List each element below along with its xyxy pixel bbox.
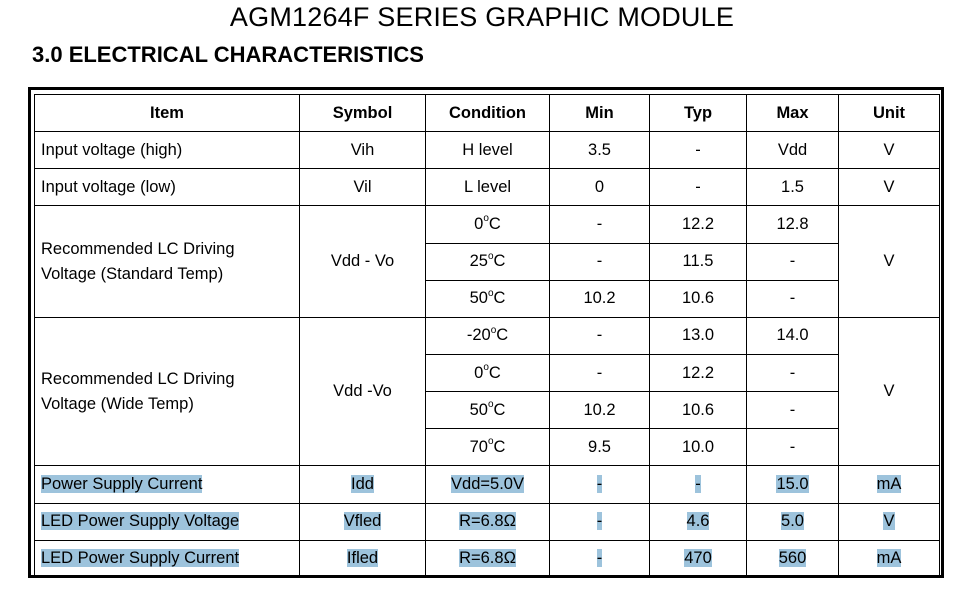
highlighted-text: Idd	[351, 474, 374, 493]
cell-typ: -	[650, 169, 747, 206]
table-row	[35, 132, 940, 169]
section-heading: 3.0 ELECTRICAL CHARACTERISTICS	[32, 42, 424, 67]
temp-value: 0	[474, 363, 484, 382]
cell-max: Vdd	[747, 132, 839, 169]
temp-value: 50	[469, 289, 488, 308]
cell-max: 14.0	[747, 317, 839, 354]
temp-unit: C	[493, 289, 506, 308]
degree-mark: o	[487, 436, 494, 448]
degree-mark: o	[490, 324, 497, 336]
cell-max	[747, 466, 839, 503]
electrical-characteristics-table	[34, 94, 940, 578]
cell-min	[550, 503, 650, 540]
highlighted-text: Ifled	[346, 549, 379, 568]
highlighted-text: LED Power Supply Voltage	[41, 512, 240, 531]
cell-max: 1.5	[747, 169, 839, 206]
table-header-row	[35, 95, 940, 132]
temp-value: -20	[466, 326, 491, 345]
cell-symbol: Vil	[300, 169, 426, 206]
cell-unit	[839, 466, 940, 503]
cell-symbol	[300, 503, 426, 540]
highlighted-text: R=6.8Ω	[459, 512, 516, 531]
cell-typ: 13.0	[650, 317, 747, 354]
temp-value: 50	[469, 400, 488, 419]
highlighted-text: Power Supply Current	[41, 474, 203, 493]
cell-symbol	[300, 540, 426, 577]
cell-typ: 10.6	[650, 280, 747, 317]
degree-mark: o	[487, 399, 494, 411]
highlighted-text: mA	[876, 549, 902, 568]
temp-value: 25	[469, 252, 488, 271]
cell-condition	[426, 503, 550, 540]
cell-item	[35, 540, 300, 577]
cell-item: Input voltage (low)	[35, 169, 300, 206]
highlighted-text: -	[596, 549, 603, 568]
highlighted-text: mA	[876, 474, 902, 493]
highlighted-text: Vfled	[343, 512, 382, 531]
cell-unit	[839, 503, 940, 540]
cell-item	[35, 317, 300, 466]
degree-mark: o	[487, 287, 494, 299]
highlighted-text: 4.6	[686, 512, 710, 531]
highlighted-text: LED Power Supply Current	[41, 549, 240, 568]
degree-mark: o	[483, 213, 489, 225]
cell-typ: 12.2	[650, 354, 747, 391]
cell-unit: V	[839, 169, 940, 206]
cell-typ: 12.2	[650, 206, 747, 243]
cell-condition	[426, 354, 550, 391]
cell-condition	[426, 280, 550, 317]
cell-unit: V	[839, 132, 940, 169]
cell-min: 10.2	[550, 392, 650, 429]
cell-typ	[650, 503, 747, 540]
cell-max: -	[747, 429, 839, 466]
item-line-1: Recommended LC Driving	[41, 239, 235, 258]
highlighted-text: Vdd=5.0V	[451, 474, 524, 493]
highlighted-text: V	[883, 512, 895, 531]
cell-max	[747, 503, 839, 540]
cell-symbol: Vdd -Vo	[300, 317, 426, 466]
cell-max: -	[747, 392, 839, 429]
header-item: Item	[35, 95, 300, 132]
cell-condition	[426, 243, 550, 280]
cell-min: 9.5	[550, 429, 650, 466]
cell-max: -	[747, 354, 839, 391]
cell-symbol: Vdd - Vo	[300, 206, 426, 317]
temp-unit: C	[493, 437, 506, 456]
cell-max: -	[747, 280, 839, 317]
cell-typ: 11.5	[650, 243, 747, 280]
temp-unit: C	[488, 363, 501, 382]
cell-typ: -	[650, 132, 747, 169]
item-line-2: Voltage (Standard Temp)	[41, 264, 224, 283]
cell-max	[747, 540, 839, 577]
cell-condition	[426, 429, 550, 466]
cell-typ: 10.0	[650, 429, 747, 466]
cell-min: 10.2	[550, 280, 650, 317]
cell-item	[35, 206, 300, 317]
cell-min: -	[550, 206, 650, 243]
header-typ: Typ	[650, 95, 747, 132]
item-line-1: Recommended LC Driving	[41, 369, 235, 388]
cell-typ	[650, 540, 747, 577]
cell-unit	[839, 540, 940, 577]
cell-typ	[650, 466, 747, 503]
highlighted-text: 15.0	[776, 474, 809, 493]
highlighted-text: 560	[778, 549, 807, 568]
temp-value: 0	[474, 214, 484, 233]
header-max: Max	[747, 95, 839, 132]
temp-unit: C	[488, 214, 501, 233]
cell-condition	[426, 540, 550, 577]
cell-condition: H level	[426, 132, 550, 169]
cell-item: Input voltage (high)	[35, 132, 300, 169]
degree-mark: o	[487, 250, 494, 262]
table-row	[35, 169, 940, 206]
cell-condition	[426, 466, 550, 503]
cell-min	[550, 540, 650, 577]
header-min: Min	[550, 95, 650, 132]
cell-min	[550, 466, 650, 503]
table-row	[35, 317, 940, 354]
cell-max: -	[747, 243, 839, 280]
cell-max: 12.8	[747, 206, 839, 243]
cell-condition	[426, 206, 550, 243]
document-title: AGM1264F SERIES GRAPHIC MODULE	[229, 2, 735, 32]
highlighted-text: R=6.8Ω	[459, 549, 516, 568]
highlighted-text: 470	[684, 549, 712, 568]
cell-min: 3.5	[550, 132, 650, 169]
table-row-highlighted	[35, 540, 940, 577]
highlighted-text: -	[695, 474, 701, 493]
cell-symbol: Vih	[300, 132, 426, 169]
header-symbol: Symbol	[300, 95, 426, 132]
cell-unit: V	[839, 206, 940, 317]
temp-unit: C	[493, 252, 506, 271]
cell-item	[35, 503, 300, 540]
cell-condition	[426, 392, 550, 429]
cell-condition: L level	[426, 169, 550, 206]
temp-unit: C	[496, 326, 509, 345]
highlighted-text: 5.0	[781, 512, 804, 531]
cell-min: -	[550, 317, 650, 354]
table-row-highlighted	[35, 466, 940, 503]
highlighted-text: -	[596, 474, 603, 493]
header-condition: Condition	[426, 95, 550, 132]
table-row-highlighted	[35, 503, 940, 540]
highlighted-text: -	[596, 512, 603, 531]
cell-symbol	[300, 466, 426, 503]
cell-min: -	[550, 243, 650, 280]
cell-min: 0	[550, 169, 650, 206]
cell-unit: V	[839, 317, 940, 466]
cell-min: -	[550, 354, 650, 391]
temp-value: 70	[469, 437, 488, 456]
cell-item	[35, 466, 300, 503]
table-row	[35, 206, 940, 243]
header-unit: Unit	[839, 95, 940, 132]
cell-typ: 10.6	[650, 392, 747, 429]
item-line-2: Voltage (Wide Temp)	[41, 394, 194, 413]
degree-mark: o	[483, 362, 489, 374]
cell-condition	[426, 317, 550, 354]
temp-unit: C	[493, 400, 506, 419]
